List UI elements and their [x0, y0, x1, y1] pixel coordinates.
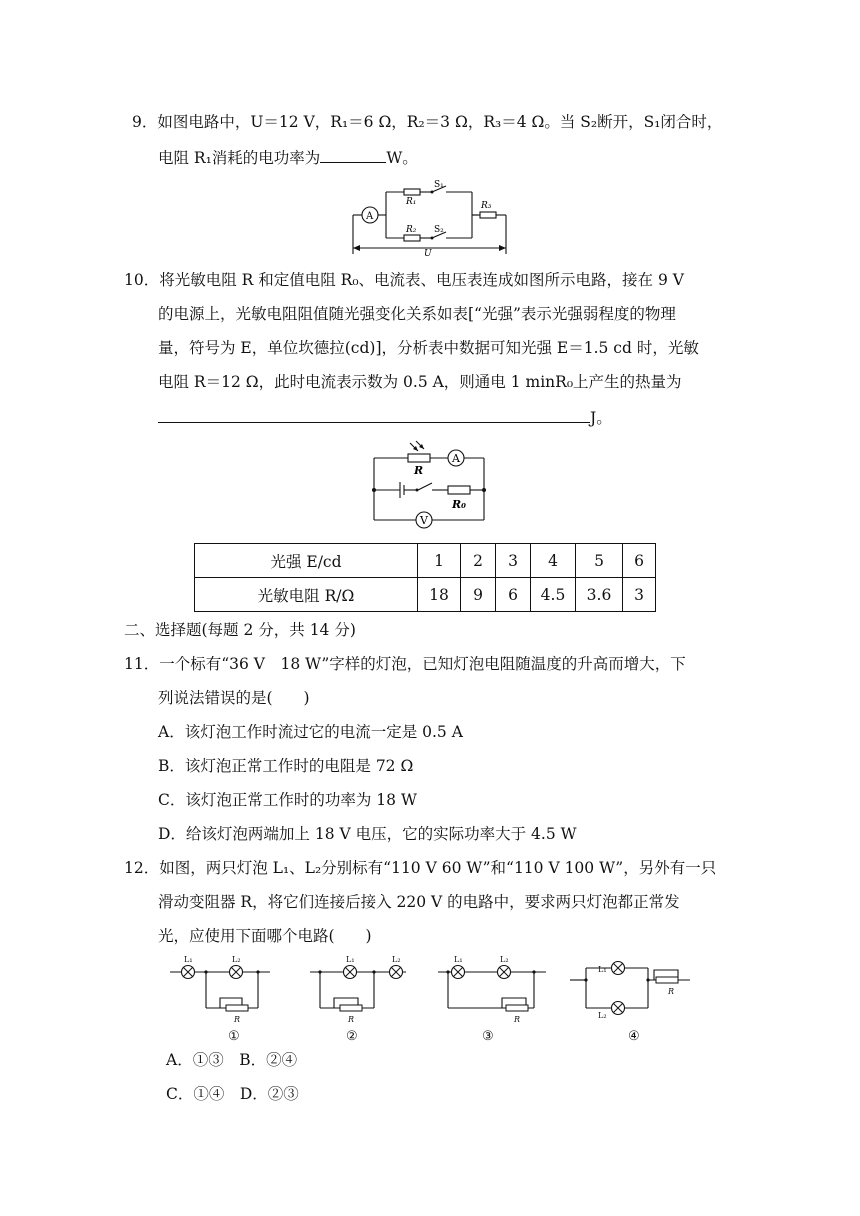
- section-heading: 二、选择题(每题 2 分，共 14 分): [124, 621, 356, 639]
- c4-l1-label: L₁: [598, 965, 607, 974]
- c2-r-label: R: [348, 1015, 355, 1024]
- table-cell: 3: [496, 544, 531, 578]
- table-cell: 5: [576, 544, 623, 578]
- answer-blank-q10[interactable]: [158, 406, 590, 423]
- q9-r1-label: R₁: [406, 197, 417, 207]
- q10-r-label: R: [414, 464, 424, 477]
- q10-line1: 10．将光敏电阻 R 和定值电阻 R₀、电流表、电压表连成如图所示电路，接在 9 V: [124, 271, 684, 289]
- q9-r3-label: R₃: [481, 201, 492, 211]
- caption-3: ③: [482, 1029, 494, 1044]
- q12-options-row1[interactable]: A．①③ B．②④: [166, 1051, 298, 1069]
- q12-line1: 12．如图，两只灯泡 L₁、L₂分别标有“110 V 60 W”和“110 V 100 W”，另外有一只: [124, 859, 717, 877]
- q10-line5: [158, 406, 612, 428]
- answer-blank-q9[interactable]: [320, 146, 386, 163]
- q10-line3: 量，符号为 E，单位坎德拉(cd)]，分析表中数据可知光强 E＝1.5 cd 时，光敏: [158, 339, 699, 357]
- c3-l2-label: L₂: [500, 955, 509, 964]
- c3-l1-label: L₁: [454, 955, 463, 964]
- q9-line1: 9．如图电路中，U＝12 V，R₁＝6 Ω，R₂＝3 Ω，R₃＝4 Ω。当 S₂断开，S₁闭合时，: [132, 113, 723, 131]
- table-cell: 9: [461, 578, 496, 612]
- table-cell: 3: [623, 578, 656, 612]
- light-resistance-table: [194, 543, 656, 612]
- q9-s1-label: S₁: [434, 180, 444, 190]
- q9-ammeter-label: A: [366, 211, 374, 222]
- c1-r-label: R: [234, 1015, 241, 1024]
- q10-line5-unit: J。: [590, 409, 612, 427]
- q11-option-a[interactable]: A．该灯泡工作时流过它的电流一定是 0.5 A: [158, 723, 463, 741]
- q11-line1: 11．一个标有“36 V 18 W”字样的灯泡，已知灯泡电阻随温度的升高而增大，下: [124, 655, 686, 673]
- table-cell: 光敏电阻 R/Ω: [195, 578, 418, 612]
- table-cell: 6: [496, 578, 531, 612]
- q10-line2: 的电源上，光敏电阻阻值随光强变化关系如表[“光强”表示光强弱程度的物理: [158, 305, 676, 323]
- q10-line4: 电阻 R＝12 Ω，此时电流表示数为 0.5 A，则通电 1 minR₀上产生的热量为: [158, 373, 682, 391]
- q10-circuit-diagram: [368, 440, 492, 536]
- caption-1: ①: [228, 1029, 240, 1044]
- q12-circuit-options: [160, 950, 700, 1045]
- q12-options-row2[interactable]: C．①④ D．②③: [166, 1085, 299, 1103]
- c3-r-label: R: [514, 1015, 521, 1024]
- q10-ammeter-label: A: [452, 452, 460, 465]
- table-cell: 2: [461, 544, 496, 578]
- c2-l1-label: L₁: [346, 955, 355, 964]
- q12-line3: 光，应使用下面哪个电路( ): [158, 927, 372, 945]
- q10-r0-label: R₀: [452, 498, 466, 511]
- caption-4: ④: [628, 1029, 640, 1044]
- q11-option-d[interactable]: D．给该灯泡两端加上 18 V 电压，它的实际功率大于 4.5 W: [158, 825, 577, 843]
- q9-line2-unit: W。: [386, 149, 418, 167]
- q9-s2-label: S₂: [434, 225, 444, 235]
- table-cell: 6: [623, 544, 656, 578]
- table-cell: 1: [418, 544, 461, 578]
- table-cell: 4.5: [531, 578, 576, 612]
- q11-option-b[interactable]: B．该灯泡正常工作时的电阻是 72 Ω: [158, 757, 414, 775]
- c4-r-label: R: [668, 987, 675, 996]
- c4-l2-label: L₂: [598, 1011, 607, 1020]
- q9-line2-text: 电阻 R₁消耗的电功率为: [158, 149, 321, 167]
- q12-line2: 滑动变阻器 R，将它们连接后接入 220 V 的电路中，要求两只灯泡都正常发: [158, 893, 680, 911]
- table-cell: 3.6: [576, 578, 623, 612]
- caption-2: ②: [346, 1029, 358, 1044]
- q9-circuit-diagram: [348, 180, 518, 260]
- c2-l2-label: L₂: [392, 955, 401, 964]
- q9-u-label: U: [424, 249, 432, 259]
- table-cell: 4: [531, 544, 576, 578]
- q9-r2-label: R₂: [406, 225, 417, 235]
- q11-line2: 列说法错误的是( ): [158, 689, 310, 707]
- c1-l1-label: L₁: [184, 955, 193, 964]
- table-row: [195, 544, 656, 578]
- table-row: [195, 578, 656, 612]
- q9-line2: [158, 146, 418, 168]
- table-cell: 18: [418, 578, 461, 612]
- q10-voltmeter-label: V: [420, 514, 428, 527]
- table-cell: 光强 E/cd: [195, 544, 418, 578]
- q11-option-c[interactable]: C．该灯泡正常工作时的功率为 18 W: [158, 791, 417, 809]
- c1-l2-label: L₂: [232, 955, 241, 964]
